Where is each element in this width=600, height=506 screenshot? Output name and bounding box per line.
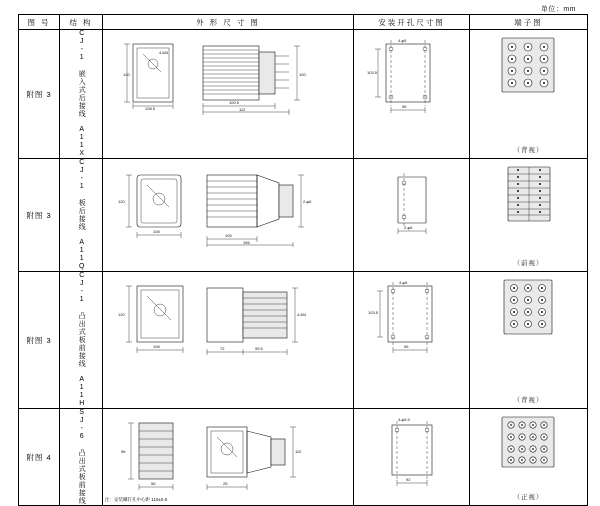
spec-table [18,14,588,506]
cell-outline-drawing [103,159,354,272]
svg-text:108: 108 [153,229,160,234]
fig-no-text: 附图 4 [26,452,52,462]
structure-text: CJ-1 凸出式板前接线 A11H [78,272,86,408]
cell-terminal-diagram [470,409,588,506]
svg-text:120: 120 [123,72,130,77]
svg-text:103.5: 103.5 [367,70,378,75]
cell-outline-drawing [103,30,354,159]
svg-text:96: 96 [404,344,409,349]
column-header-terminal: 端子图 [470,15,588,30]
terminal-caption: （背视） [513,147,544,154]
svg-text:96: 96 [121,449,126,454]
cell-fig-no [19,159,60,272]
outline-footnote: 注：安装螺钉孔中心距 110±0.5 [105,497,168,503]
svg-text:4-M4: 4-M4 [159,50,169,55]
svg-text:112: 112 [239,107,246,112]
table-row [19,159,588,272]
svg-text:100: 100 [299,72,306,77]
cell-terminal-diagram [470,272,588,409]
svg-text:105: 105 [225,233,232,238]
cell-fig-no [19,30,60,159]
svg-text:2-φ6: 2-φ6 [404,225,413,230]
svg-text:56: 56 [151,481,156,486]
svg-text:108.5: 108.5 [145,106,156,111]
cell-structure [60,159,103,272]
svg-text:25: 25 [223,481,228,486]
svg-text:120: 120 [118,199,125,204]
table-header [19,15,588,30]
svg-text:92: 92 [406,477,411,482]
svg-text:4-φ5: 4-φ5 [398,38,407,43]
svg-text:120: 120 [118,312,125,317]
table-row [19,409,588,506]
cell-structure [60,409,103,506]
svg-text:4-φ5: 4-φ5 [399,280,408,285]
terminal-caption: （前视） [513,260,544,267]
unit-label: 单位：mm [540,6,576,13]
svg-text:100.5: 100.5 [229,100,240,105]
svg-text:108: 108 [153,344,160,349]
cell-outline-drawing [103,272,354,409]
column-header-outline: 外 形 尺 寸 图 [103,15,354,30]
svg-text:4-φ5.5: 4-φ5.5 [398,417,410,422]
svg-text:95.5: 95.5 [255,346,263,351]
svg-text:110: 110 [295,449,302,454]
cell-panel-cutout [354,159,470,272]
cell-panel-cutout [354,30,470,159]
terminal-caption: （背视） [513,397,544,404]
svg-text:4-M4: 4-M4 [297,312,307,317]
column-header-fig-no: 图 号 [19,15,60,30]
svg-text:72: 72 [220,346,225,351]
cell-terminal-diagram [470,159,588,272]
table-row [19,272,588,409]
fig-no-text: 附图 3 [26,335,52,345]
cell-panel-cutout [354,409,470,506]
column-header-panel-cutout: 安装开孔尺寸图 [354,15,470,30]
table-row [19,30,588,159]
cell-fig-no [19,272,60,409]
structure-text: SJ-6 凸出式板前接线 [78,409,86,505]
cell-terminal-diagram [470,30,588,159]
svg-text:156: 156 [243,240,250,245]
cell-fig-no [19,409,60,506]
structure-text: CJ-1 板后接线 A11Q [78,159,86,271]
fig-no-text: 附图 3 [26,210,52,220]
svg-text:103.5: 103.5 [368,310,379,315]
terminal-caption: （正视） [513,494,544,501]
column-header-structure: 结 构 [60,15,103,30]
cell-outline-drawing [103,409,354,506]
cell-structure [60,272,103,409]
fig-no-text: 附图 3 [26,89,52,99]
svg-text:2-φ6: 2-φ6 [303,199,312,204]
svg-text:96: 96 [402,104,407,109]
cell-structure [60,30,103,159]
cell-panel-cutout [354,272,470,409]
structure-text: CJ-1 嵌入式后接线 A11X [78,30,86,158]
